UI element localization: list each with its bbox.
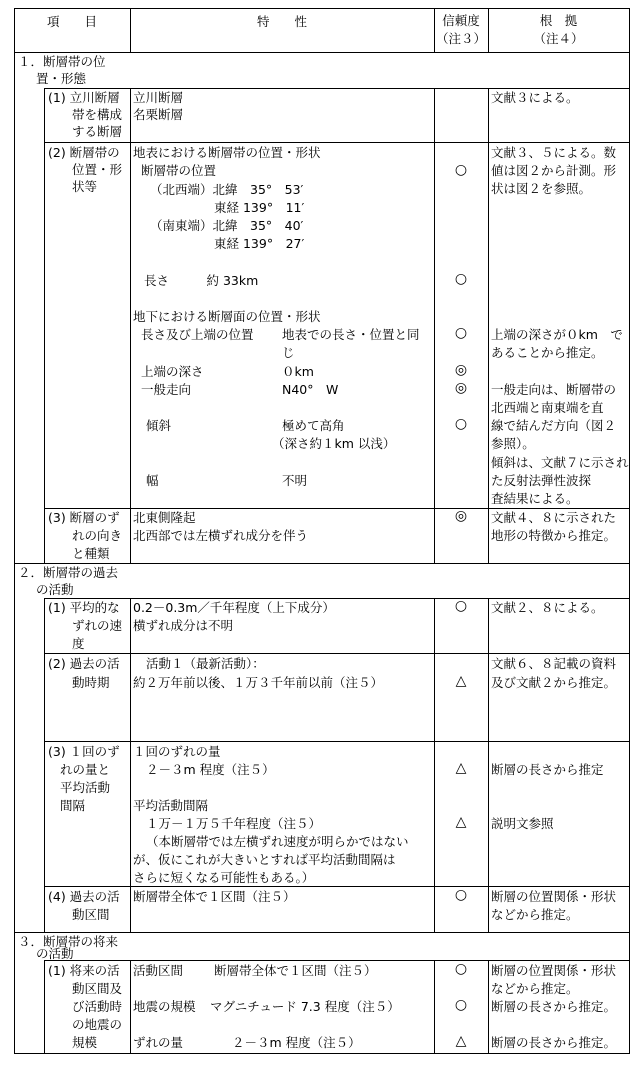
- property-text: 断層帯全体で１区間（注５）: [133, 889, 296, 904]
- property-text: 東経 139° 27′: [214, 236, 305, 251]
- property-text: １万－１万５千年程度（注５）: [146, 816, 322, 831]
- property-text: 断層帯の位置: [141, 163, 217, 178]
- property-text: 立川断層: [133, 90, 184, 105]
- basis-text: 線で結んだ方向（図２: [491, 418, 617, 433]
- sub-label: 動時期: [72, 675, 110, 690]
- basis-text: 一般走向は、断層帯の: [491, 382, 617, 397]
- reliability-mark: ○: [454, 325, 468, 341]
- sub-label: ずれの速: [72, 618, 123, 633]
- property-text: N40° W: [282, 382, 339, 397]
- reliability-mark: ◎: [454, 362, 468, 378]
- property-text: が、仮にこれが大きいとすれば平均活動間隔は: [133, 852, 396, 867]
- reliability-mark: ○: [454, 887, 468, 903]
- basis-text: 文献３、５による。数: [491, 145, 617, 160]
- property-text: さらに短くなる可能性もある。）: [133, 870, 315, 885]
- sub-label: 平均活動: [60, 780, 111, 795]
- sub-label: (3) １回のず: [48, 744, 120, 759]
- header-item: 項 目: [46, 14, 97, 29]
- basis-text: 断層の長さから推定。: [491, 1035, 617, 1050]
- property-text: 平均活動間隔: [133, 798, 209, 813]
- basis-text: 査結果による。: [491, 491, 579, 506]
- header-reliability-note: （注３）: [435, 31, 486, 46]
- property-text: 北西部では左横ずれ成分を伴う: [133, 528, 309, 543]
- property-text: 地表における断層帯の位置・形状: [133, 145, 321, 160]
- sub-label: 規模: [72, 1035, 98, 1050]
- property-text: ずれの量: [133, 1035, 184, 1050]
- sub-label: 間隔: [60, 798, 86, 813]
- basis-text: 断層の長さから推定。: [491, 999, 617, 1014]
- sub-label: (4) 過去の活: [48, 889, 120, 904]
- basis-text: 断層の位置関係・形状: [491, 963, 617, 978]
- reliability-mark: ○: [454, 416, 468, 432]
- basis-text: 断層の位置関係・形状: [491, 889, 617, 904]
- section-title: ２．断層帯の過去: [18, 565, 119, 580]
- property-text: 地表での長さ・位置と同: [282, 327, 420, 342]
- basis-text: 断層の長さから推定: [491, 762, 604, 777]
- header-property: 特 性: [256, 14, 307, 29]
- property-text: マグニチュード 7.3 程度（注５）: [210, 999, 400, 1014]
- sub-label: の地震の: [72, 1017, 123, 1032]
- property-text: ２－３m 程度（注５）: [146, 762, 275, 777]
- property-text: 活動区間: [133, 963, 184, 978]
- reliability-mark: ◎: [454, 508, 468, 524]
- property-text: （本断層帯では左横ずれ速度が明らかではない: [146, 834, 409, 849]
- reliability-mark: ○: [454, 271, 468, 287]
- property-text: 長さ 約 33km: [144, 273, 259, 288]
- basis-text: た反射法弾性波探: [491, 473, 592, 488]
- sub-label: 状等: [72, 179, 98, 194]
- section-title: １．断層帯の位: [18, 54, 106, 69]
- basis-text: 状は図２を参照。: [491, 181, 592, 196]
- sub-label: する断層: [72, 124, 123, 139]
- section-title: 置・形態: [36, 71, 87, 86]
- basis-text: 及び文献２から推定。: [491, 675, 617, 690]
- property-text: 0.2－0.3m／千年程度（上下成分）: [133, 600, 335, 615]
- reliability-mark: ○: [454, 162, 468, 178]
- property-text: 名栗断層: [133, 107, 184, 122]
- section-title: の活動: [36, 582, 74, 597]
- property-text: 約２万年前以後、１万３千年前以前（注５）: [133, 675, 384, 690]
- basis-text: 文献３による。: [491, 90, 579, 105]
- property-text: （深さ約１km 以浅）: [272, 436, 396, 451]
- reliability-mark: ◎: [454, 380, 468, 396]
- property-text: 極めて高角: [282, 418, 345, 433]
- sub-label: 動区間及: [72, 981, 123, 996]
- basis-text: 地形の特徴から推定。: [491, 528, 617, 543]
- basis-text: 文献６、８記載の資料: [491, 656, 617, 671]
- section-title: の活動: [36, 946, 74, 961]
- property-text: 傾斜: [146, 418, 172, 433]
- sub-label: (3) 断層のず: [48, 510, 120, 525]
- property-text: １回のずれの量: [133, 744, 221, 759]
- reliability-mark: ○: [454, 997, 468, 1013]
- header-basis: 根 拠: [539, 13, 578, 28]
- basis-text: 文献２、８による。: [491, 600, 604, 615]
- property-text: （北西端）北緯 35° 53′: [150, 182, 304, 197]
- sub-label: (1) 立川断層: [48, 90, 120, 105]
- reliability-mark: △: [455, 1033, 467, 1049]
- sub-label: 度: [72, 636, 85, 651]
- sub-label: 動区間: [72, 907, 110, 922]
- sub-label: 位置・形: [72, 162, 123, 177]
- reliability-mark: △: [455, 673, 467, 689]
- property-text: 断層帯全体で１区間（注５）: [214, 963, 377, 978]
- property-text: 不明: [282, 473, 308, 488]
- sub-label: 帯を構成: [72, 107, 123, 122]
- basis-text: 上端の深さが０km で: [491, 327, 623, 342]
- property-text: 幅: [146, 473, 159, 488]
- property-text: ２－３m 程度（注５）: [232, 1035, 361, 1050]
- property-text: 地下における断層面の位置・形状: [133, 309, 321, 324]
- basis-text: などから推定。: [491, 981, 579, 996]
- basis-text: 説明文参照: [491, 816, 554, 831]
- sub-label: び活動時: [72, 999, 123, 1014]
- property-text: 上端の深さ: [141, 364, 204, 379]
- property-text: 横ずれ成分は不明: [133, 618, 234, 633]
- sub-label: (2) 断層帯の: [48, 145, 120, 160]
- property-text: じ: [282, 345, 295, 360]
- reliability-mark: ○: [454, 961, 468, 977]
- property-text: 地震の規模: [133, 999, 196, 1014]
- property-text: 東経 139° 11′: [214, 200, 305, 215]
- property-text: 一般走向: [141, 382, 192, 397]
- sub-label: (1) 平均的な: [48, 600, 120, 615]
- sub-label: (2) 過去の活: [48, 656, 120, 671]
- header-reliability: 信頼度: [442, 13, 480, 28]
- property-text: 北東側隆起: [133, 510, 196, 525]
- basis-text: 文献４、８に示された: [491, 510, 617, 525]
- sub-label: れの量と: [60, 762, 111, 777]
- reliability-mark: △: [455, 814, 467, 830]
- basis-text: 参照）。: [491, 436, 535, 451]
- basis-text: 値は図２から計測。形: [491, 163, 617, 178]
- reliability-mark: ○: [454, 598, 468, 614]
- basis-text: 傾斜は、文献７に示され: [491, 455, 629, 470]
- basis-text: あることから推定。: [491, 345, 604, 360]
- basis-text: 北西端と南東端を直: [491, 400, 604, 415]
- sub-label: れの向き: [72, 528, 123, 543]
- basis-text: などから推定。: [491, 907, 579, 922]
- property-text: 長さ及び上端の位置: [141, 327, 254, 342]
- section-title: ３．断層帯の将来: [18, 934, 119, 949]
- property-text: ０km: [282, 364, 314, 379]
- header-basis-note: （注４）: [533, 31, 584, 46]
- sub-label: と種類: [72, 546, 110, 561]
- property-text: 活動１（最新活動）：: [146, 656, 265, 671]
- sub-label: (1) 将来の活: [48, 963, 120, 978]
- reliability-mark: △: [455, 760, 467, 776]
- property-text: （南東端）北緯 35° 40′: [150, 218, 304, 233]
